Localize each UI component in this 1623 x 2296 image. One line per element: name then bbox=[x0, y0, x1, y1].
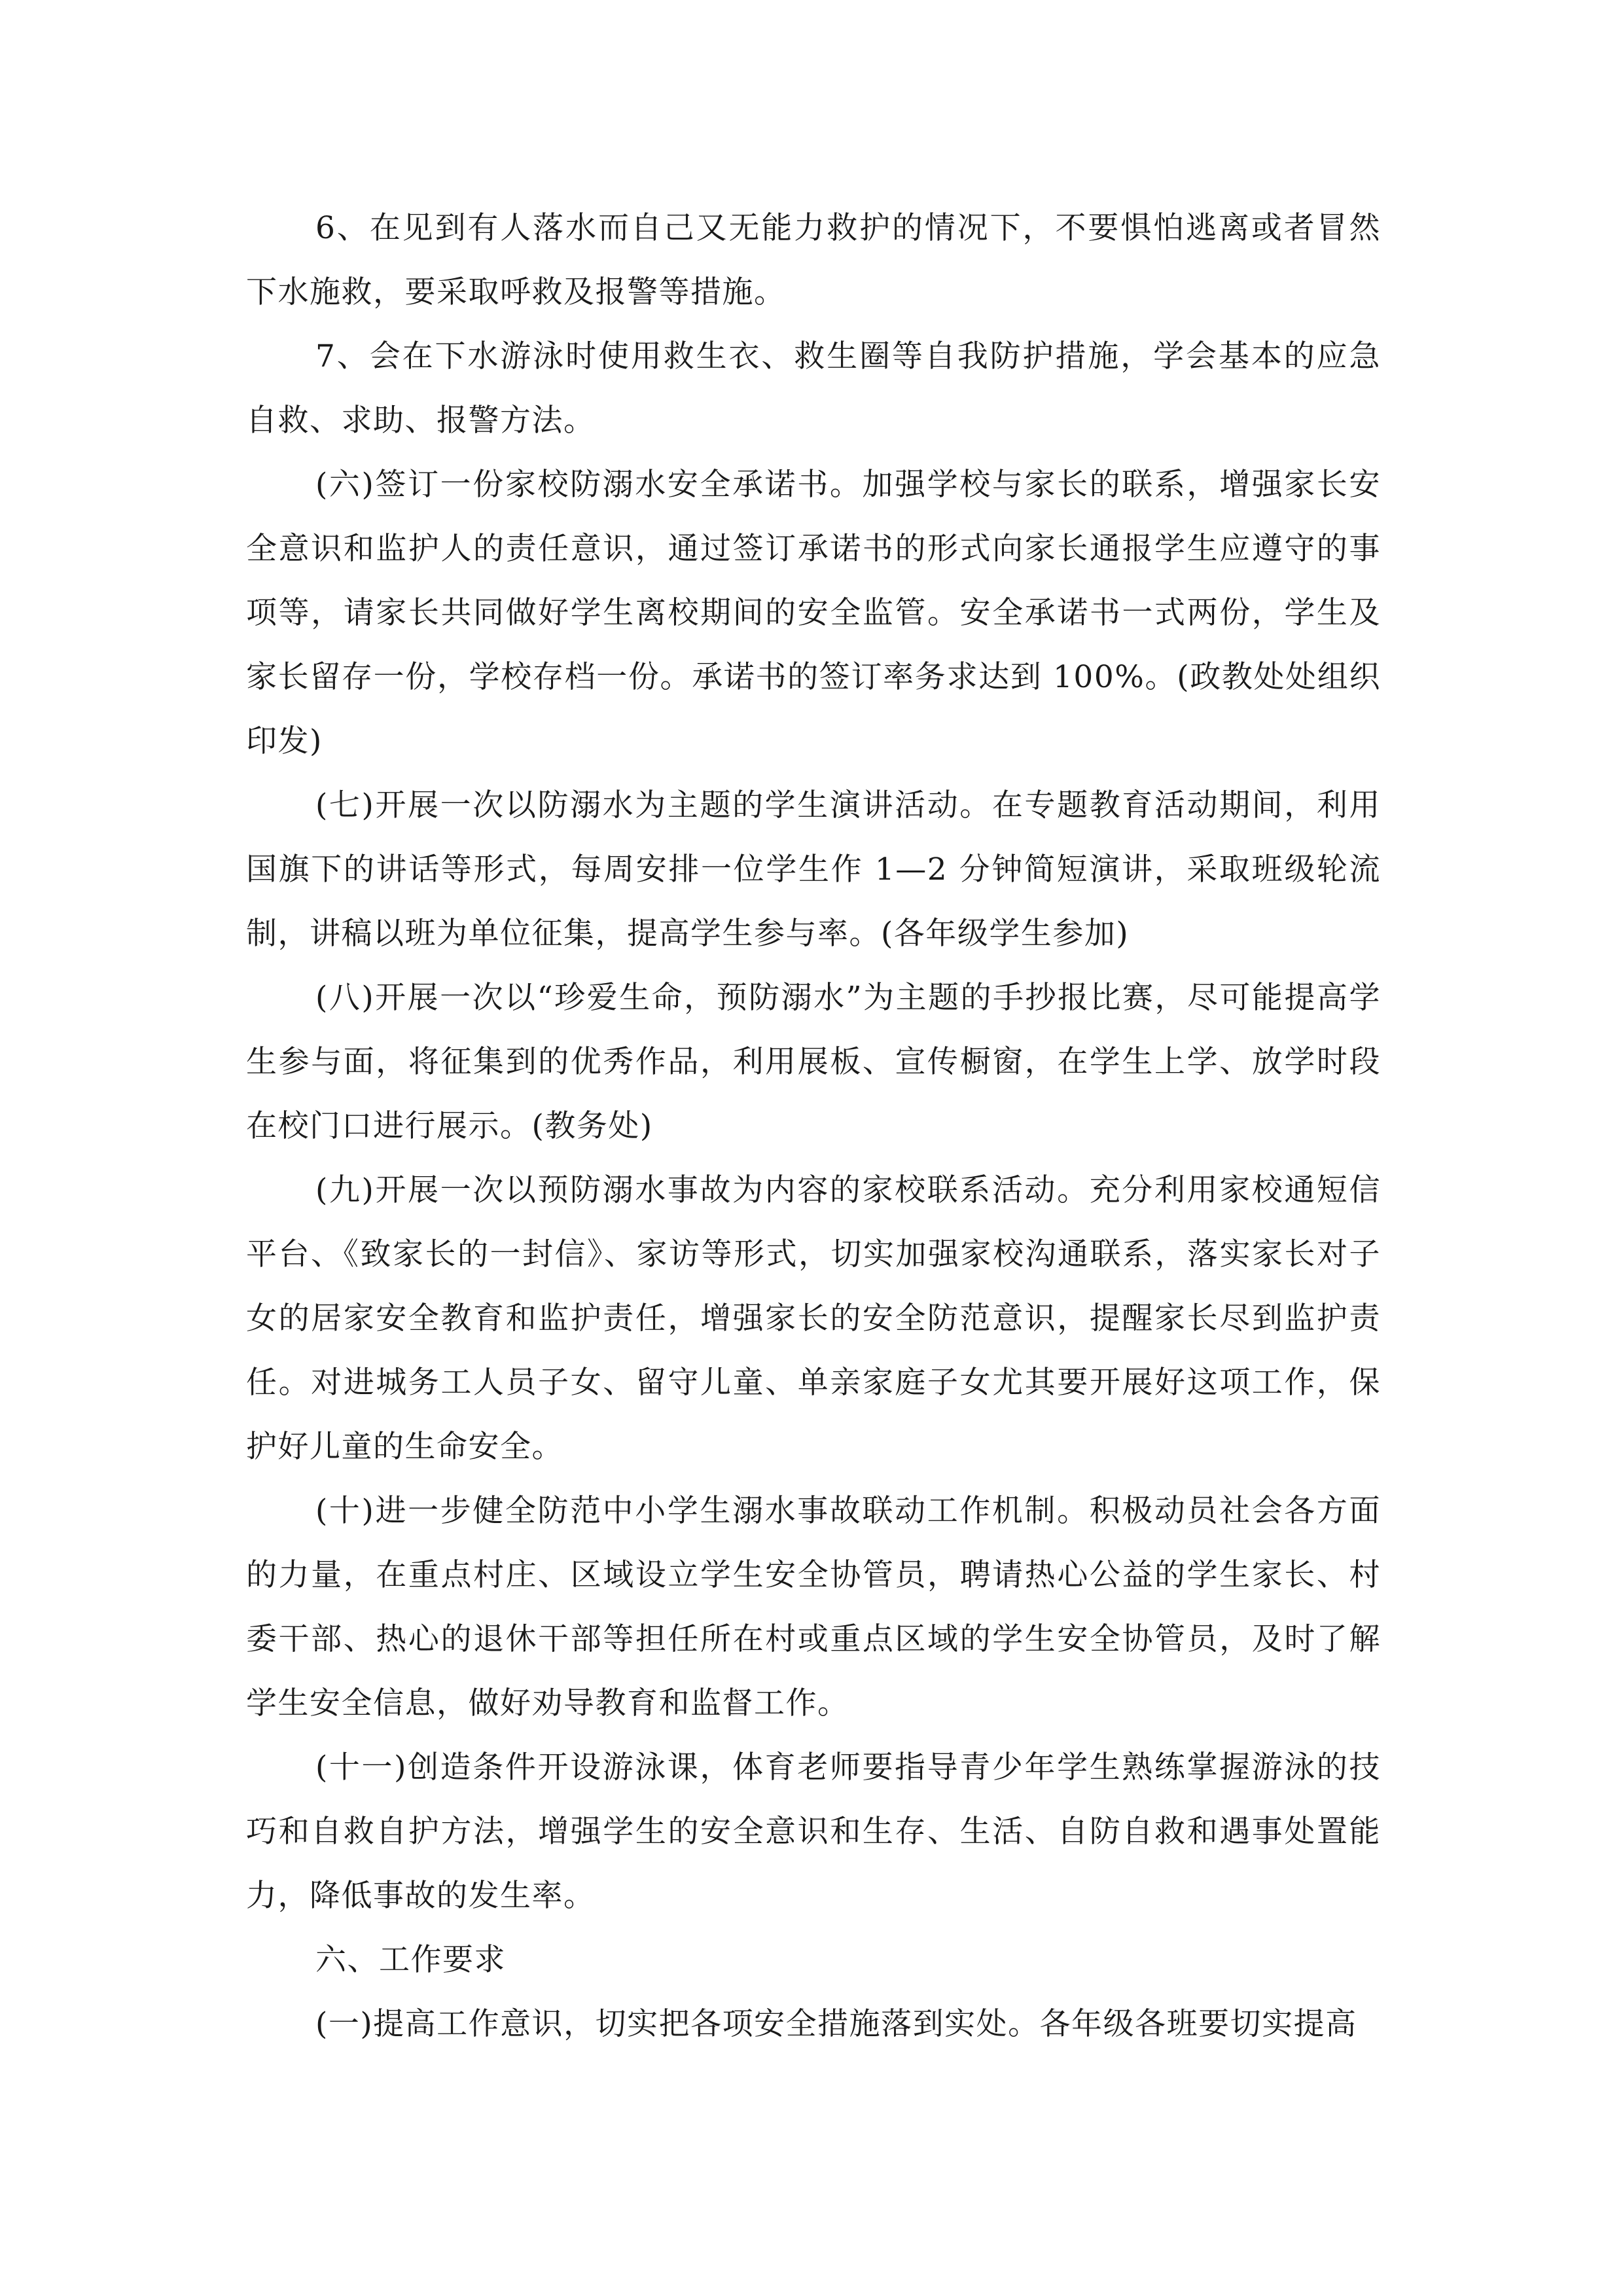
paragraph-linkage-mechanism: (十)进一步健全防范中小学生溺水事故联动工作机制。积极动员社会各方面的力量，在重点村庄、区域设立学生安全协管员，聘请热心公益的学生家长、村委干部、热心的退休干部等担任所在村或重点区域的学生安全协管员，及时了解学生安全信息，做好劝导教育和监督工作。 bbox=[246, 1493, 1381, 1721]
paragraph-work-awareness: (一)提高工作意识，切实把各项安全措施落到实处。各年级各班要切实提高 bbox=[315, 2006, 1357, 2042]
paragraph-item-6: 6、在见到有人落水而自己又无能力救护的情况下，不要惧怕逃离或者冒然下水施救，要采取呼救及报警等措施。 bbox=[246, 210, 1381, 310]
paragraph-item-7: 7、会在下水游泳时使用救生衣、救生圈等自我防护措施，学会基本的应急自救、求助、报警方法。 bbox=[246, 338, 1381, 439]
document-body bbox=[246, 196, 1381, 2056]
paragraph-home-school-contact: (九)开展一次以预防溺水事故为内容的家校联系活动。充分利用家校通短信平台、《致家长的一封信》、家访等形式，切实加强家校沟通联系，落实家长对子女的居家安全教育和监护责任，增强家长的安全防范意识，提醒家长尽到监护责任。对进城务工人员子女、留守儿童、单亲家庭子女尤其要开展好这项工作，保护好儿童的生命安全。 bbox=[246, 1172, 1381, 1465]
paragraph-swimming-course: (十一)创造条件开设游泳课，体育老师要指导青少年学生熟练掌握游泳的技巧和自救自护方法，增强学生的安全意识和生存、生活、自防自救和遇事处置能力，降低事故的发生率。 bbox=[246, 1749, 1381, 1914]
section-heading: 六、工作要求 bbox=[315, 1942, 506, 1978]
paragraph-sign-pledge: (六)签订一份家校防溺水安全承诺书。加强学校与家长的联系，增强家长安全意识和监护人的责任意识，通过签订承诺书的形式向家长通报学生应遵守的事项等，请家长共同做好学生离校期间的安全监管。安全承诺书一式两份，学生及家长留存一份，学校存档一份。承诺书的签订率务求达到 100%。(政教处处组织印发) bbox=[246, 467, 1381, 759]
paragraph-speech-activity: (七)开展一次以防溺水为主题的学生演讲活动。在专题教育活动期间，利用国旗下的讲话等形式，每周安排一位学生作 1—2 分钟简短演讲，采取班级轮流制，讲稿以班为单位征集，提高学生参与率。(各年级学生参加) bbox=[246, 787, 1381, 952]
paragraph-handwritten-newspaper: (八)开展一次以“珍爱生命，预防溺水”为主题的手抄报比赛，尽可能提高学生参与面，将征集到的优秀作品，利用展板、宣传橱窗，在学生上学、放学时段在校门口进行展示。(教务处) bbox=[246, 980, 1381, 1144]
